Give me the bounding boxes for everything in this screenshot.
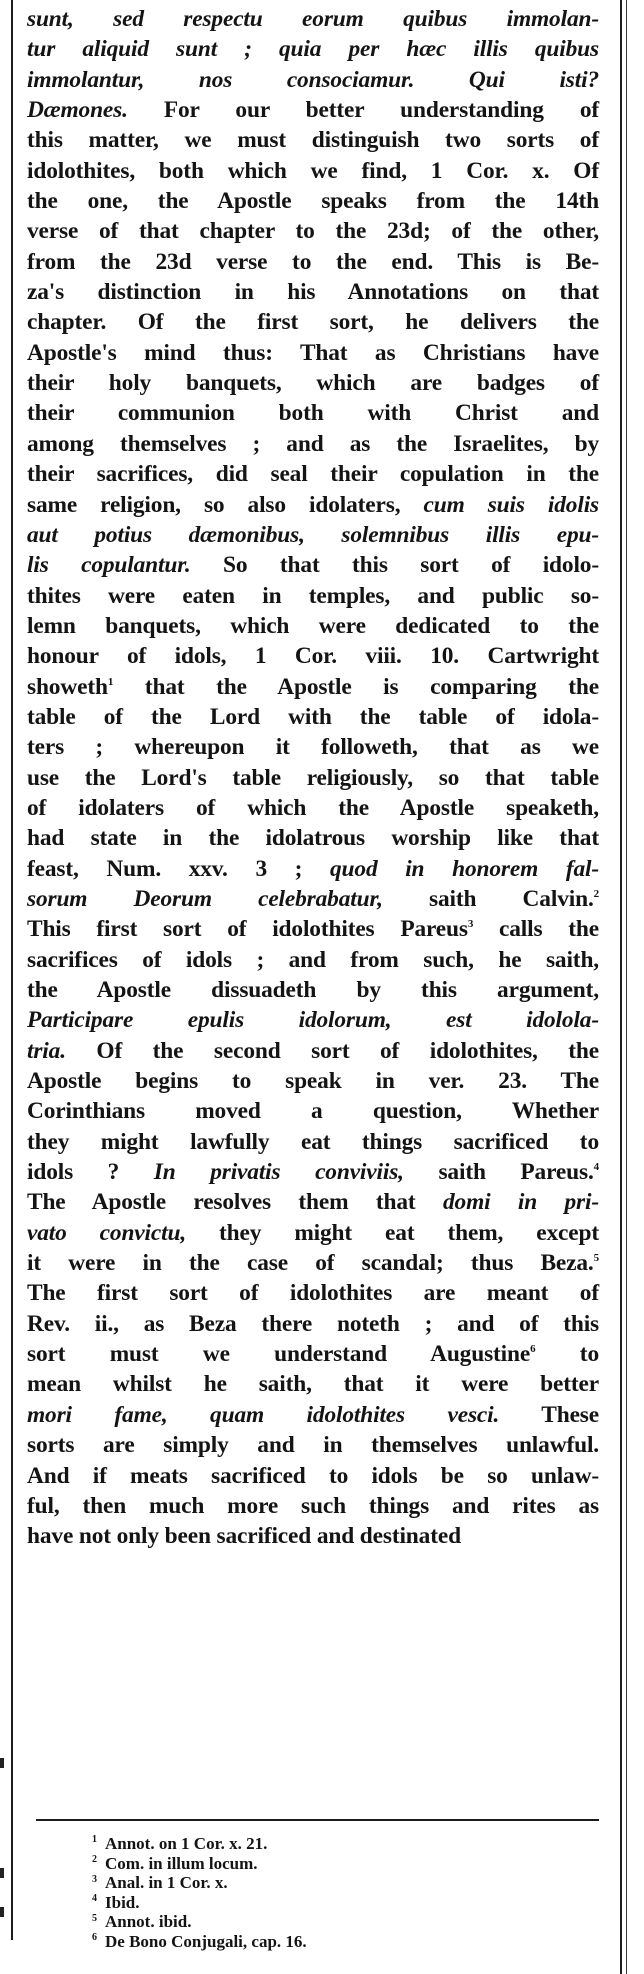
footnote	[92, 1854, 307, 1874]
footnote-number: 5	[92, 1912, 97, 1924]
text-line	[27, 429, 599, 459]
text-line	[27, 1521, 599, 1551]
text-run: And if meats sacrificed to idols be so unlaw-	[27, 1462, 599, 1489]
latin-phrase: tur aliquid sunt ; quia per hæc illis quibus	[27, 36, 599, 63]
body-text	[27, 4, 599, 1552]
text-run: the one, the Apostle speaks from the 14th	[27, 188, 599, 215]
text-line	[27, 277, 599, 307]
text-line	[27, 1491, 599, 1521]
text-line	[27, 641, 599, 671]
text-run: Rev. ii., as Beza there noteth ; and of this	[27, 1310, 599, 1337]
latin-phrase: tria.	[27, 1037, 66, 1064]
footnote-marker: 5	[593, 1252, 599, 1265]
text-run: table of the Lord with the table of idola-	[27, 703, 599, 730]
text-line	[27, 1339, 599, 1369]
latin-phrase: lis copulantur.	[27, 552, 191, 579]
text-run: among themselves ; and as the Israelites, by	[27, 430, 599, 457]
text-line	[27, 1127, 599, 1157]
text-line	[27, 914, 599, 944]
text-run: from the 23d verse to the end. This is Be-	[27, 248, 599, 275]
text-line	[27, 1036, 599, 1066]
text-line	[27, 672, 599, 702]
text-run: idols ?	[27, 1159, 154, 1186]
text-line	[27, 156, 599, 186]
footnote-marker: 1	[107, 675, 114, 688]
footnote-number: 6	[92, 1932, 97, 1944]
footnote-number: 2	[92, 1853, 97, 1865]
text-run: For our better understanding of	[127, 97, 599, 124]
text-line	[27, 1400, 599, 1430]
text-run: use the Lord's table religiously, so that table	[27, 764, 599, 791]
text-line	[27, 338, 599, 368]
text-run: mean whilst he saith, that it were better	[27, 1371, 599, 1398]
margin-mark	[0, 1907, 4, 1917]
text-run: lemn banquets, which were dedicated to the	[27, 612, 599, 639]
text-line	[27, 1157, 599, 1187]
text-run: saith Pareus.	[403, 1159, 594, 1186]
text-line	[27, 945, 599, 975]
footnote	[92, 1893, 307, 1913]
latin-phrase: sunt, sed respectu eorum quibus immolan-	[27, 6, 599, 32]
footnote-marker: 3	[467, 918, 474, 931]
footnote-rule	[36, 1819, 599, 1821]
text-run: feast, Num. xxv. 3 ;	[27, 855, 331, 882]
text-run: showeth	[27, 673, 108, 700]
latin-phrase: mori fame, quam idolothites vesci.	[27, 1401, 500, 1428]
text-line	[27, 65, 599, 95]
text-run: sacrifices of idols ; and from such, he saith,	[27, 946, 599, 973]
footnote-text: Com. in illum locum.	[105, 1853, 258, 1873]
text-line	[27, 854, 599, 884]
text-run: verse of that chapter to the 23d; of the other,	[27, 218, 599, 245]
text-line	[27, 1066, 599, 1096]
text-run: they might lawfully eat things sacrificed to	[27, 1128, 599, 1155]
footnotes	[92, 1834, 307, 1952]
text-line	[27, 1005, 599, 1035]
text-line	[27, 975, 599, 1005]
latin-phrase: In privatis conviviis,	[153, 1159, 404, 1186]
text-line	[27, 1218, 599, 1248]
text-run: Corinthians moved a question, Whether	[27, 1098, 599, 1125]
left-column-rule	[11, 0, 13, 1940]
text-run: Apostle's mind thus: That as Christians have	[27, 339, 599, 366]
text-run: chapter. Of the first sort, he delivers the	[27, 309, 599, 336]
text-line	[27, 823, 599, 853]
footnote	[92, 1873, 307, 1893]
footnote	[92, 1932, 307, 1952]
text-run: These	[499, 1401, 599, 1428]
latin-phrase: vato convictu,	[27, 1219, 187, 1246]
text-line	[27, 732, 599, 762]
text-line	[27, 884, 599, 914]
text-line	[27, 1096, 599, 1126]
text-line	[27, 1430, 599, 1460]
text-line	[27, 581, 599, 611]
text-run: to	[535, 1341, 599, 1368]
footnote-number: 4	[92, 1893, 97, 1905]
latin-phrase: aut potius dæmonibus, solemnibus illis epu-	[27, 521, 599, 548]
right-column-rule-thin	[626, 0, 627, 1974]
text-line	[27, 550, 599, 580]
text-line	[27, 4, 599, 34]
text-run: have not only been sacrificed and destinated	[27, 1523, 461, 1550]
text-run: the Apostle dissuadeth by this argument,	[27, 977, 599, 1003]
text-line	[27, 702, 599, 732]
text-line	[27, 1248, 599, 1278]
text-run: honour of idols, 1 Cor. viii. 10. Cartwright	[27, 643, 599, 670]
text-run: they might eat them, except	[186, 1219, 599, 1246]
text-run: that the Apostle is comparing the	[113, 673, 599, 700]
text-run: same religion, so also idolaters,	[27, 491, 424, 518]
text-run: their holy banquets, which are badges of	[27, 370, 599, 397]
text-line	[27, 95, 599, 125]
latin-phrase: sorum Deorum celebrabatur,	[27, 885, 383, 912]
text-run: calls the	[473, 916, 599, 943]
text-run: This first sort of idolothites Pareus	[27, 916, 468, 943]
text-line	[27, 398, 599, 428]
text-run: saith Calvin.	[382, 885, 594, 912]
text-line	[27, 611, 599, 641]
text-line	[27, 1461, 599, 1491]
text-run: idolothites, both which we find, 1 Cor. x. Of	[27, 157, 599, 184]
text-run: of idolaters of which the Apostle speaketh,	[27, 794, 599, 821]
text-run: The Apostle resolves them that	[27, 1189, 443, 1216]
text-line	[27, 216, 599, 246]
footnote-marker: 4	[593, 1161, 599, 1174]
text-line	[27, 186, 599, 216]
latin-phrase: immolantur, nos consociamur. Qui isti?	[27, 66, 599, 93]
margin-mark	[0, 1868, 4, 1878]
footnote-text: De Bono Conjugali, cap. 16.	[105, 1931, 307, 1951]
text-line	[27, 1278, 599, 1308]
right-column-rule	[620, 0, 622, 1974]
text-line	[27, 368, 599, 398]
text-run: ters ; whereupon it followeth, that as we	[27, 734, 599, 761]
text-line	[27, 520, 599, 550]
text-run: ful, then much more such things and rites as	[27, 1492, 599, 1519]
latin-phrase: Dæmones.	[27, 97, 128, 124]
footnote-text: Annot. ibid.	[105, 1912, 192, 1932]
text-line	[27, 763, 599, 793]
text-line	[27, 247, 599, 277]
text-run: za's distinction in his Annotations on that	[27, 279, 599, 306]
text-line	[27, 1369, 599, 1399]
footnote-text: Ibid.	[105, 1892, 140, 1912]
text-line	[27, 1309, 599, 1339]
footnote	[92, 1834, 307, 1854]
footnote-number: 3	[92, 1873, 97, 1885]
footnote	[92, 1912, 307, 1932]
latin-phrase: cum suis idolis	[423, 491, 600, 518]
latin-phrase: Participare epulis idolorum, est idolola-	[27, 1007, 599, 1034]
margin-mark	[0, 1758, 4, 1768]
text-run: it were in the case of scandal; thus Beza.	[27, 1250, 594, 1277]
text-line	[27, 490, 599, 520]
text-line	[27, 459, 599, 489]
text-run: thites were eaten in temples, and public so-	[27, 582, 599, 609]
text-run: Of the second sort of idolothites, the	[65, 1037, 599, 1064]
footnote-marker: 2	[593, 888, 599, 901]
text-run: had state in the idolatrous worship like that	[27, 825, 599, 852]
text-run: their communion both with Christ and	[27, 400, 599, 427]
text-run: their sacrifices, did seal their copulation in the	[27, 461, 599, 488]
text-run: Apostle begins to speak in ver. 23. The	[27, 1068, 599, 1095]
text-run: sort must we understand Augustine	[27, 1341, 531, 1368]
latin-phrase: domi in pri-	[442, 1189, 599, 1216]
text-line	[27, 307, 599, 337]
text-line	[27, 34, 599, 64]
text-line	[27, 1187, 599, 1217]
text-line	[27, 793, 599, 823]
text-run: this matter, we must distinguish two sorts of	[27, 127, 599, 154]
text-run: The first sort of idolothites are meant of	[27, 1280, 599, 1307]
footnote-text: Anal. in 1 Cor. x.	[105, 1873, 228, 1893]
text-line	[27, 125, 599, 155]
footnote-number: 1	[92, 1834, 97, 1846]
text-run: So that this sort of idolo-	[190, 552, 599, 579]
footnote-text: Annot. on 1 Cor. x. 21.	[105, 1834, 268, 1853]
latin-phrase: quod in honorem fal-	[330, 855, 599, 882]
footnote-marker: 6	[530, 1343, 536, 1356]
text-run: sorts are simply and in themselves unlawful.	[27, 1432, 599, 1459]
